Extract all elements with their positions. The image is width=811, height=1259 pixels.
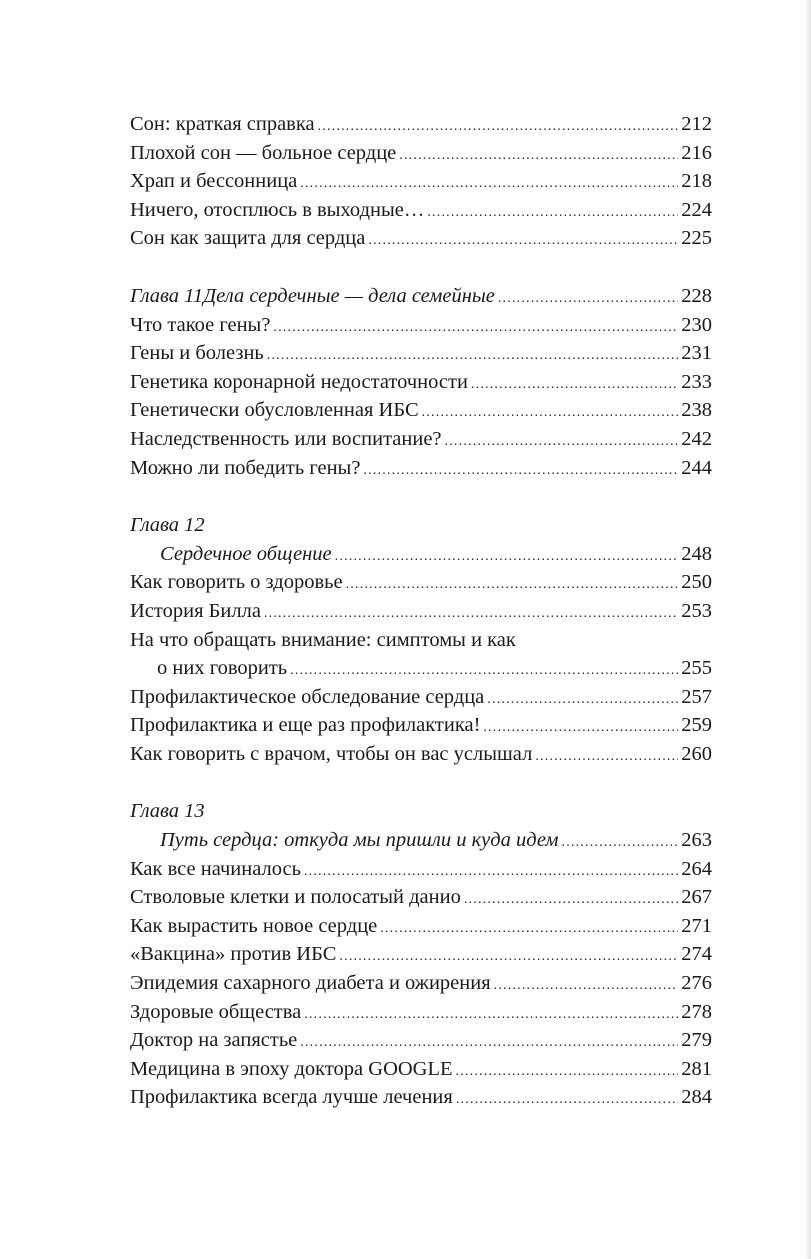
entry-page: 271	[681, 914, 712, 937]
entry-title: История Билла	[130, 599, 261, 622]
toc-entry	[130, 597, 712, 626]
entry-page: 250	[681, 571, 712, 594]
entry-title: Храп и бессонница	[130, 170, 298, 193]
entry-page: 216	[681, 141, 712, 164]
dot-leader	[498, 282, 678, 311]
dot-leader	[300, 167, 678, 196]
dot-leader	[471, 368, 678, 397]
entry-title: Здоровые общества	[130, 1000, 302, 1023]
chapter-page: 228	[681, 284, 712, 307]
entry-title: Можно ли победить гены?	[130, 456, 361, 479]
dot-leader	[304, 855, 678, 884]
toc-entry	[130, 396, 712, 425]
entry-title: Как все начиналось	[130, 857, 301, 880]
dot-leader	[487, 683, 678, 712]
entry-page: 255	[681, 657, 712, 680]
chapter-heading	[130, 282, 712, 311]
toc-entry	[130, 311, 712, 340]
entry-title: «Вакцина» против ИБС	[130, 943, 337, 966]
entry-page: 279	[681, 1029, 712, 1052]
toc-chapter-13	[130, 797, 712, 1112]
entry-page: 238	[681, 399, 712, 422]
entry-title: Эпидемия сахарного диабета и ожирения	[130, 972, 491, 995]
toc-entry	[130, 1055, 712, 1084]
entry-title: Стволовые клетки и полосатый данио	[130, 886, 461, 909]
dot-leader	[304, 998, 678, 1027]
entry-page: 276	[681, 972, 712, 995]
entry-title: Генетически обусловленная ИБС	[130, 399, 419, 422]
dot-leader	[264, 597, 678, 626]
dot-leader	[300, 1026, 678, 1055]
toc-entry	[130, 1026, 712, 1055]
entry-title: Как вырастить новое сердце	[130, 914, 378, 937]
toc-chapter-12	[130, 511, 712, 768]
toc-entry	[130, 855, 712, 884]
chapter-label-text: Глава 13	[130, 800, 205, 823]
entry-page: 225	[681, 227, 712, 250]
entry-title: На что обращать внимание: симптомы и как	[130, 628, 516, 651]
entry-title: Сон: краткая справка	[130, 113, 315, 135]
toc-entry-line1	[130, 626, 712, 655]
toc-entry	[130, 883, 712, 912]
entry-title: Профилактическое обследование сердца	[130, 685, 485, 708]
table-of-contents	[130, 110, 712, 1141]
entry-title: Как говорить с врачом, чтобы он вас услышал	[130, 742, 533, 765]
toc-entry	[130, 339, 712, 368]
toc-entry	[130, 912, 712, 941]
entry-title: Профилактика всегда лучше лечения	[130, 1086, 453, 1109]
chapter-heading	[130, 540, 712, 569]
entry-page: 224	[681, 198, 712, 221]
dot-leader	[318, 110, 679, 139]
toc-entry	[130, 740, 712, 769]
toc-entry	[130, 224, 712, 253]
dot-leader	[346, 568, 679, 597]
entry-page: 218	[681, 170, 712, 193]
toc-entry	[130, 454, 712, 483]
toc-entry	[130, 139, 712, 168]
entry-title: Медицина в эпоху доктора GOOGLE	[130, 1057, 453, 1080]
page-edge-shadow	[805, 0, 811, 1259]
entry-title: Профилактика и еще раз профилактика!	[130, 714, 481, 737]
entry-page: 267	[681, 886, 712, 909]
entry-title: Ничего, отосплюсь в выходные…	[130, 198, 425, 221]
toc-entry	[130, 425, 712, 454]
toc-entry	[130, 940, 712, 969]
toc-entry	[130, 110, 712, 139]
entry-title: Гены и болезнь	[130, 342, 264, 365]
toc-entry-line2	[130, 654, 712, 683]
dot-leader	[535, 740, 678, 769]
entry-title: Наследственность или воспитание?	[130, 427, 442, 450]
chapter-heading	[130, 826, 712, 855]
entry-page: 257	[681, 685, 712, 708]
toc-entry	[130, 568, 712, 597]
entry-title-continued: о них говорить	[157, 657, 288, 680]
chapter-title: Сердечное общение	[160, 542, 332, 565]
dot-leader	[335, 540, 679, 569]
entry-page: 230	[681, 313, 712, 336]
chapter-label-text: Глава 12	[130, 514, 205, 537]
dot-leader	[456, 1083, 678, 1112]
dot-leader	[273, 311, 678, 340]
chapter-page: 248	[681, 542, 712, 565]
dot-leader	[456, 1055, 679, 1084]
entry-page: 231	[681, 342, 712, 365]
toc-entry	[130, 683, 712, 712]
dot-leader	[422, 396, 679, 425]
entry-page: 281	[681, 1057, 712, 1080]
toc-chapter-11	[130, 282, 712, 482]
toc-entry	[130, 969, 712, 998]
entry-page: 244	[681, 456, 712, 479]
toc-entry	[130, 368, 712, 397]
dot-leader	[483, 711, 678, 740]
entry-title: Как говорить о здоровье	[130, 571, 343, 594]
chapter-page: 263	[681, 829, 712, 852]
dot-leader	[290, 654, 678, 683]
dot-leader	[339, 940, 678, 969]
toc-entry	[130, 196, 712, 225]
chapter-label	[130, 797, 712, 826]
entry-page: 233	[681, 370, 712, 393]
toc-entry	[130, 167, 712, 196]
toc-section-sleep	[130, 110, 712, 253]
dot-leader	[445, 425, 679, 454]
chapter-title: Путь сердца: откуда мы пришли и куда идем	[160, 829, 559, 852]
dot-leader	[368, 224, 678, 253]
entry-page: 284	[681, 1086, 712, 1109]
entry-title: Генетика коронарной недостаточности	[130, 370, 468, 393]
dot-leader	[380, 912, 678, 941]
dot-leader	[562, 826, 679, 855]
dot-leader	[494, 969, 679, 998]
entry-page: 212	[681, 113, 712, 135]
dot-leader	[464, 883, 678, 912]
entry-title: Что такое гены?	[130, 313, 271, 336]
entry-title: Доктор на запястье	[130, 1029, 298, 1052]
entry-page: 259	[681, 714, 712, 737]
entry-page: 253	[681, 599, 712, 622]
toc-entry	[130, 1083, 712, 1112]
entry-page: 274	[681, 943, 712, 966]
dot-leader	[363, 454, 678, 483]
toc-entry	[130, 998, 712, 1027]
entry-page: 278	[681, 1000, 712, 1023]
entry-page: 260	[681, 742, 712, 765]
entry-title: Плохой сон — больное сердце	[130, 141, 397, 164]
entry-title: Сон как защита для сердца	[130, 227, 366, 250]
entry-page: 264	[681, 857, 712, 880]
entry-page: 242	[681, 427, 712, 450]
chapter-label	[130, 511, 712, 540]
dot-leader	[267, 339, 678, 368]
chapter-title: Глава 11Дела сердечные — дела семейные	[130, 284, 495, 307]
dot-leader	[399, 139, 678, 168]
dot-leader	[427, 196, 678, 225]
toc-entry	[130, 711, 712, 740]
